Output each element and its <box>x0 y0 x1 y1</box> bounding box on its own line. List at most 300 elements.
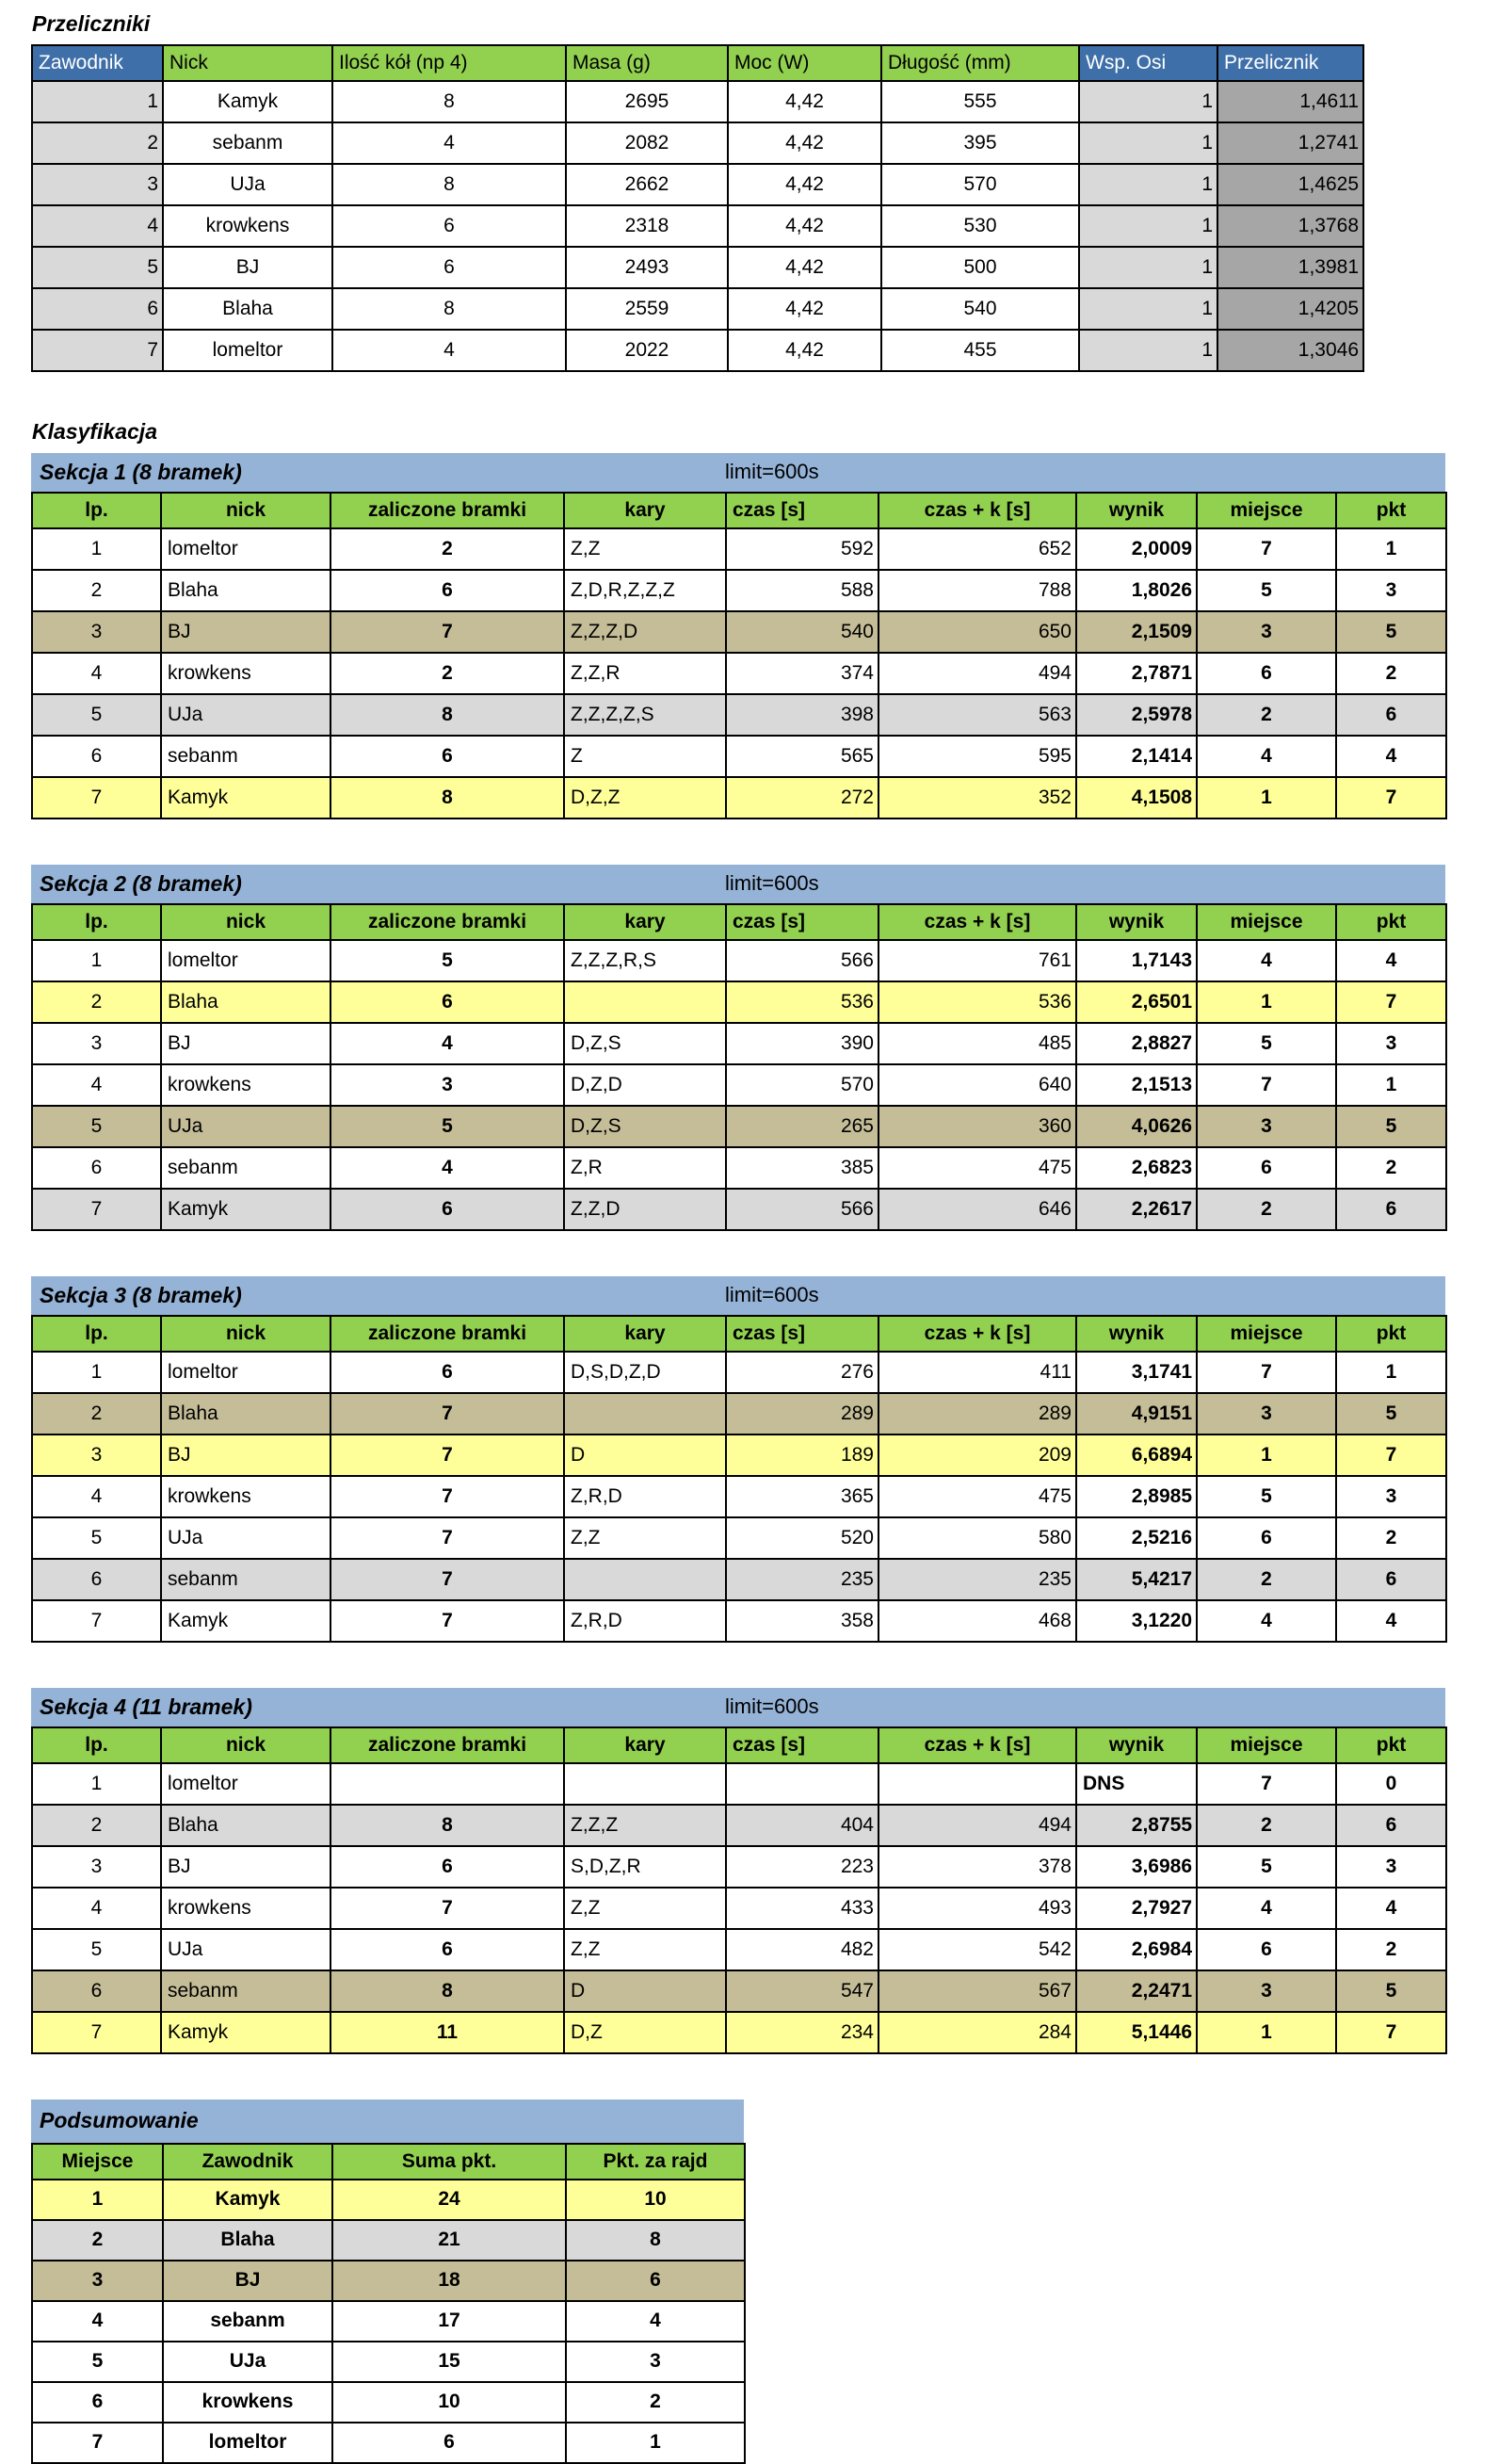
cell: 4 <box>1197 1888 1336 1929</box>
column-header: wynik <box>1076 1727 1197 1763</box>
column-header: zaliczone bramki <box>330 1316 564 1352</box>
cell: 4,42 <box>728 205 881 247</box>
cell: BJ <box>161 1435 330 1476</box>
cell <box>330 1763 564 1805</box>
cell: 5 <box>1197 1023 1336 1064</box>
cell: Z,R,D <box>564 1600 726 1642</box>
cell: 3 <box>1197 611 1336 653</box>
table-row <box>32 1559 1446 1600</box>
column-header: Zawodnik <box>32 45 163 81</box>
cell: 17 <box>332 2301 566 2342</box>
cell: 265 <box>726 1106 878 1147</box>
column-header: czas + k [s] <box>878 1727 1076 1763</box>
cell: 640 <box>878 1064 1076 1106</box>
cell: 1,4625 <box>1217 164 1363 205</box>
cell: D,Z,S <box>564 1023 726 1064</box>
cell: 1 <box>1079 122 1217 164</box>
cell: lomeltor <box>163 330 332 371</box>
cell: Z,Z,Z,D <box>564 611 726 653</box>
cell: UJa <box>163 2342 332 2382</box>
cell: 6 <box>330 1352 564 1393</box>
cell: 5,1446 <box>1076 2012 1197 2053</box>
cell: 4,42 <box>728 81 881 122</box>
cell: 5 <box>32 1929 161 1970</box>
sekcja-table <box>31 492 1447 819</box>
cell: 2,6823 <box>1076 1147 1197 1189</box>
cell: 475 <box>878 1147 1076 1189</box>
table-row <box>32 2180 745 2220</box>
cell: 1 <box>1336 528 1446 570</box>
table-row <box>32 330 1363 371</box>
cell: 223 <box>726 1846 878 1888</box>
cell: 4 <box>566 2301 745 2342</box>
cell: 3 <box>32 164 163 205</box>
cell: 3 <box>1336 1476 1446 1517</box>
sekcja-table <box>31 1726 1447 2054</box>
cell: 566 <box>726 940 878 981</box>
column-header: nick <box>161 1727 330 1763</box>
sekcje-container <box>31 453 1499 2054</box>
cell: 7 <box>1336 2012 1446 2053</box>
podsumowanie-table <box>31 2143 746 2464</box>
column-header: zaliczone bramki <box>330 904 564 940</box>
cell: 2 <box>330 653 564 694</box>
cell: UJa <box>161 1517 330 1559</box>
column-header: kary <box>564 493 726 528</box>
cell: 493 <box>878 1888 1076 1929</box>
column-header: pkt <box>1336 904 1446 940</box>
cell: 520 <box>726 1517 878 1559</box>
cell: 11 <box>330 2012 564 2053</box>
cell: lomeltor <box>161 940 330 981</box>
cell: 398 <box>726 694 878 736</box>
table-row <box>32 164 1363 205</box>
sekcja-header-bar <box>31 453 1445 492</box>
cell: 6 <box>32 736 161 777</box>
cell: 5 <box>1336 1970 1446 2012</box>
cell: 563 <box>878 694 1076 736</box>
header-row <box>32 45 1363 81</box>
sekcja-header-bar <box>31 1688 1445 1726</box>
cell: 284 <box>878 2012 1076 2053</box>
column-header: Zawodnik <box>163 2144 332 2180</box>
cell: 4,42 <box>728 164 881 205</box>
cell: D,S,D,Z,D <box>564 1352 726 1393</box>
cell: Z,Z,Z,R,S <box>564 940 726 981</box>
cell: Z,Z <box>564 1517 726 1559</box>
column-header: Ilość kół (np 4) <box>332 45 566 81</box>
cell: 2 <box>1336 1929 1446 1970</box>
cell: 3 <box>330 1064 564 1106</box>
table-row <box>32 1189 1446 1230</box>
cell: 2,2471 <box>1076 1970 1197 2012</box>
cell: 2 <box>32 2220 163 2261</box>
cell: D,Z,S <box>564 1106 726 1147</box>
cell: Blaha <box>163 288 332 330</box>
sekcja-header-bar <box>31 865 1445 903</box>
cell: D,Z <box>564 2012 726 2053</box>
cell: 4 <box>1197 736 1336 777</box>
cell: 8 <box>332 164 566 205</box>
cell: 494 <box>878 1805 1076 1846</box>
cell: 289 <box>726 1393 878 1435</box>
cell: 8 <box>330 1805 564 1846</box>
sekcja-block <box>31 1276 1499 1643</box>
cell: 2082 <box>566 122 728 164</box>
cell: 4 <box>32 653 161 694</box>
cell: 2,8985 <box>1076 1476 1197 1517</box>
table-row <box>32 1763 1446 1805</box>
cell: BJ <box>163 247 332 288</box>
cell: 650 <box>878 611 1076 653</box>
cell: D <box>564 1435 726 1476</box>
cell: 7 <box>32 1600 161 1642</box>
cell: 2695 <box>566 81 728 122</box>
cell: 4,9151 <box>1076 1393 1197 1435</box>
klasyfikacja-title: Klasyfikacja <box>32 419 157 445</box>
cell: 3,6986 <box>1076 1846 1197 1888</box>
cell: 1,4205 <box>1217 288 1363 330</box>
cell: 374 <box>726 653 878 694</box>
column-header: kary <box>564 904 726 940</box>
table-row <box>32 81 1363 122</box>
sekcja-block <box>31 453 1499 819</box>
cell: D,Z,Z <box>564 777 726 819</box>
cell: 1 <box>1079 205 1217 247</box>
cell: 3,1741 <box>1076 1352 1197 1393</box>
cell: 2 <box>32 1393 161 1435</box>
column-header: pkt <box>1336 1316 1446 1352</box>
cell: 1 <box>32 1352 161 1393</box>
cell: 6 <box>1197 1517 1336 1559</box>
cell: 7 <box>330 1559 564 1600</box>
cell: 2,7871 <box>1076 653 1197 694</box>
cell: 5 <box>1197 570 1336 611</box>
cell: 6 <box>330 1189 564 1230</box>
cell: 5 <box>1336 1106 1446 1147</box>
cell: 6 <box>1197 653 1336 694</box>
column-header: Przelicznik <box>1217 45 1363 81</box>
cell: 4 <box>32 1476 161 1517</box>
table-row <box>32 1805 1446 1846</box>
cell: 6 <box>332 2423 566 2463</box>
cell: Blaha <box>161 1393 330 1435</box>
cell: 530 <box>881 205 1079 247</box>
cell: krowkens <box>161 653 330 694</box>
table-row <box>32 1435 1446 1476</box>
cell: Z,R,D <box>564 1476 726 1517</box>
cell: 395 <box>881 122 1079 164</box>
column-header: zaliczone bramki <box>330 493 564 528</box>
cell: 360 <box>878 1106 1076 1147</box>
podsumowanie-block <box>31 2099 1499 2464</box>
cell: 540 <box>726 611 878 653</box>
cell: 4,42 <box>728 122 881 164</box>
column-header: lp. <box>32 904 161 940</box>
cell: 565 <box>726 736 878 777</box>
sekcja-title: Sekcja 1 (8 bramek) <box>40 459 242 484</box>
column-header: czas [s] <box>726 904 878 940</box>
table-row <box>32 2382 745 2423</box>
cell: 10 <box>332 2382 566 2423</box>
cell: Blaha <box>161 570 330 611</box>
cell: Z,Z,Z,Z,S <box>564 694 726 736</box>
cell: 2 <box>1336 1147 1446 1189</box>
cell: 646 <box>878 1189 1076 1230</box>
cell: 1 <box>1197 981 1336 1023</box>
cell: 1,3046 <box>1217 330 1363 371</box>
cell <box>564 981 726 1023</box>
table-row <box>32 1929 1446 1970</box>
table-row <box>32 1106 1446 1147</box>
cell: DNS <box>1076 1763 1197 1805</box>
cell: Z,Z,Z <box>564 1805 726 1846</box>
column-header: czas + k [s] <box>878 904 1076 940</box>
sekcja-title: Sekcja 2 (8 bramek) <box>40 870 242 896</box>
cell: 4 <box>1197 1600 1336 1642</box>
column-header: Wsp. Osi <box>1079 45 1217 81</box>
table-row <box>32 981 1446 1023</box>
sekcja-header-bar <box>31 1276 1445 1315</box>
column-header: lp. <box>32 1316 161 1352</box>
cell: 6 <box>330 1846 564 1888</box>
cell: 3 <box>1336 1846 1446 1888</box>
table-row <box>32 1600 1446 1642</box>
cell: BJ <box>161 611 330 653</box>
table-row <box>32 736 1446 777</box>
table-row <box>32 247 1363 288</box>
cell: BJ <box>161 1846 330 1888</box>
cell: 547 <box>726 1970 878 2012</box>
cell: 536 <box>726 981 878 1023</box>
cell: 7 <box>330 1393 564 1435</box>
cell: 788 <box>878 570 1076 611</box>
cell: 6 <box>32 1147 161 1189</box>
cell: 4,42 <box>728 288 881 330</box>
cell: krowkens <box>163 2382 332 2423</box>
table-row <box>32 1476 1446 1517</box>
cell: 2,6501 <box>1076 981 1197 1023</box>
cell <box>564 1393 726 1435</box>
cell: 2,2617 <box>1076 1189 1197 1230</box>
table-row <box>32 1970 1446 2012</box>
sekcja-block <box>31 1688 1499 2054</box>
cell: 1,7143 <box>1076 940 1197 981</box>
cell: 2,0009 <box>1076 528 1197 570</box>
cell: lomeltor <box>161 1352 330 1393</box>
cell: 2 <box>566 2382 745 2423</box>
cell: 5 <box>1336 611 1446 653</box>
cell: 1 <box>32 81 163 122</box>
cell: 4 <box>1336 736 1446 777</box>
table-row <box>32 2342 745 2382</box>
cell: 7 <box>32 330 163 371</box>
cell: 3 <box>1197 1106 1336 1147</box>
cell: 6 <box>330 736 564 777</box>
cell: 7 <box>32 2423 163 2463</box>
cell: 5 <box>32 2342 163 2382</box>
cell: 652 <box>878 528 1076 570</box>
cell: 3 <box>32 611 161 653</box>
column-header: kary <box>564 1727 726 1763</box>
cell: 500 <box>881 247 1079 288</box>
cell: 536 <box>878 981 1076 1023</box>
sekcja-table <box>31 1315 1447 1643</box>
cell: 24 <box>332 2180 566 2220</box>
cell: Blaha <box>161 981 330 1023</box>
cell: 4,42 <box>728 330 881 371</box>
cell: 2318 <box>566 205 728 247</box>
cell: 352 <box>878 777 1076 819</box>
sekcja-limit: limit=600s <box>725 460 819 484</box>
cell: 2,1509 <box>1076 611 1197 653</box>
cell: 7 <box>1336 1435 1446 1476</box>
table-row <box>32 611 1446 653</box>
przeliczniki-table <box>31 44 1364 372</box>
column-header: miejsce <box>1197 904 1336 940</box>
cell: 2 <box>330 528 564 570</box>
cell: 4 <box>1336 940 1446 981</box>
cell: lomeltor <box>163 2423 332 2463</box>
cell: 8 <box>330 777 564 819</box>
cell: 4 <box>32 1888 161 1929</box>
cell: 1 <box>1197 2012 1336 2053</box>
cell: 6 <box>330 570 564 611</box>
column-header: lp. <box>32 493 161 528</box>
cell: 5 <box>32 247 163 288</box>
cell: BJ <box>163 2261 332 2301</box>
cell: Kamyk <box>161 1600 330 1642</box>
cell: 8 <box>566 2220 745 2261</box>
cell: lomeltor <box>161 528 330 570</box>
cell: 7 <box>330 1476 564 1517</box>
cell: 2 <box>1197 1559 1336 1600</box>
header-row <box>32 904 1446 940</box>
cell: 7 <box>1197 1763 1336 1805</box>
cell: 378 <box>878 1846 1076 1888</box>
cell: 7 <box>1197 1064 1336 1106</box>
cell: 1 <box>32 2180 163 2220</box>
cell: UJa <box>161 1929 330 1970</box>
cell: 4,1508 <box>1076 777 1197 819</box>
cell: 6 <box>330 981 564 1023</box>
cell: 18 <box>332 2261 566 2301</box>
cell: 7 <box>330 611 564 653</box>
column-header: wynik <box>1076 904 1197 940</box>
cell: 5 <box>330 940 564 981</box>
header-row <box>32 2144 745 2180</box>
cell: 6 <box>566 2261 745 2301</box>
cell: 7 <box>1336 981 1446 1023</box>
cell: 1 <box>1079 247 1217 288</box>
cell: 4,42 <box>728 247 881 288</box>
cell: 1 <box>1079 330 1217 371</box>
cell: 5 <box>32 1106 161 1147</box>
cell: 365 <box>726 1476 878 1517</box>
cell: 7 <box>330 1435 564 1476</box>
table-row <box>32 528 1446 570</box>
cell: 6 <box>32 2382 163 2423</box>
column-header: Pkt. za rajd <box>566 2144 745 2180</box>
cell: 21 <box>332 2220 566 2261</box>
column-header: zaliczone bramki <box>330 1727 564 1763</box>
cell: 4 <box>330 1147 564 1189</box>
cell: UJa <box>161 694 330 736</box>
cell: 404 <box>726 1805 878 1846</box>
column-header: Długość (mm) <box>881 45 1079 81</box>
cell: BJ <box>161 1023 330 1064</box>
cell: 468 <box>878 1600 1076 1642</box>
cell: 2 <box>1197 1189 1336 1230</box>
table-row <box>32 777 1446 819</box>
cell: 411 <box>878 1352 1076 1393</box>
column-header: lp. <box>32 1727 161 1763</box>
table-row <box>32 2220 745 2261</box>
table-row <box>32 694 1446 736</box>
cell: D <box>564 1970 726 2012</box>
cell: 485 <box>878 1023 1076 1064</box>
cell: 4 <box>32 1064 161 1106</box>
table-row <box>32 1147 1446 1189</box>
cell: 7 <box>1197 1352 1336 1393</box>
cell: krowkens <box>163 205 332 247</box>
table-row <box>32 288 1363 330</box>
column-header: czas [s] <box>726 1727 878 1763</box>
cell: 4,0626 <box>1076 1106 1197 1147</box>
cell: 1,8026 <box>1076 570 1197 611</box>
cell: 570 <box>881 164 1079 205</box>
table-row <box>32 1352 1446 1393</box>
cell: 1 <box>1197 1435 1336 1476</box>
cell: 10 <box>566 2180 745 2220</box>
cell: 209 <box>878 1435 1076 1476</box>
table-row <box>32 122 1363 164</box>
cell: 3 <box>32 1435 161 1476</box>
cell: 4 <box>1336 1888 1446 1929</box>
cell: Blaha <box>163 2220 332 2261</box>
table-row <box>32 940 1446 981</box>
cell: 6 <box>1197 1147 1336 1189</box>
table-row <box>32 1846 1446 1888</box>
cell: 3,1220 <box>1076 1600 1197 1642</box>
table-row <box>32 2423 745 2463</box>
cell: 6 <box>1197 1929 1336 1970</box>
cell: 235 <box>726 1559 878 1600</box>
cell: 8 <box>332 288 566 330</box>
cell: UJa <box>163 164 332 205</box>
cell: lomeltor <box>161 1763 330 1805</box>
cell: 2 <box>1197 1805 1336 1846</box>
cell: 2559 <box>566 288 728 330</box>
cell: 8 <box>332 81 566 122</box>
cell: 2,1513 <box>1076 1064 1197 1106</box>
cell: 1 <box>566 2423 745 2463</box>
column-header: Masa (g) <box>566 45 728 81</box>
cell: 595 <box>878 736 1076 777</box>
sekcja-title: Sekcja 3 (8 bramek) <box>40 1282 242 1307</box>
cell <box>726 1763 878 1805</box>
cell: 1,4611 <box>1217 81 1363 122</box>
cell: 592 <box>726 528 878 570</box>
cell: 2 <box>32 981 161 1023</box>
cell: 4 <box>1336 1600 1446 1642</box>
cell: 566 <box>726 1189 878 1230</box>
cell: sebanm <box>161 1970 330 2012</box>
cell: sebanm <box>161 1147 330 1189</box>
cell: 235 <box>878 1559 1076 1600</box>
cell: S,D,Z,R <box>564 1846 726 1888</box>
sekcja-block <box>31 865 1499 1231</box>
